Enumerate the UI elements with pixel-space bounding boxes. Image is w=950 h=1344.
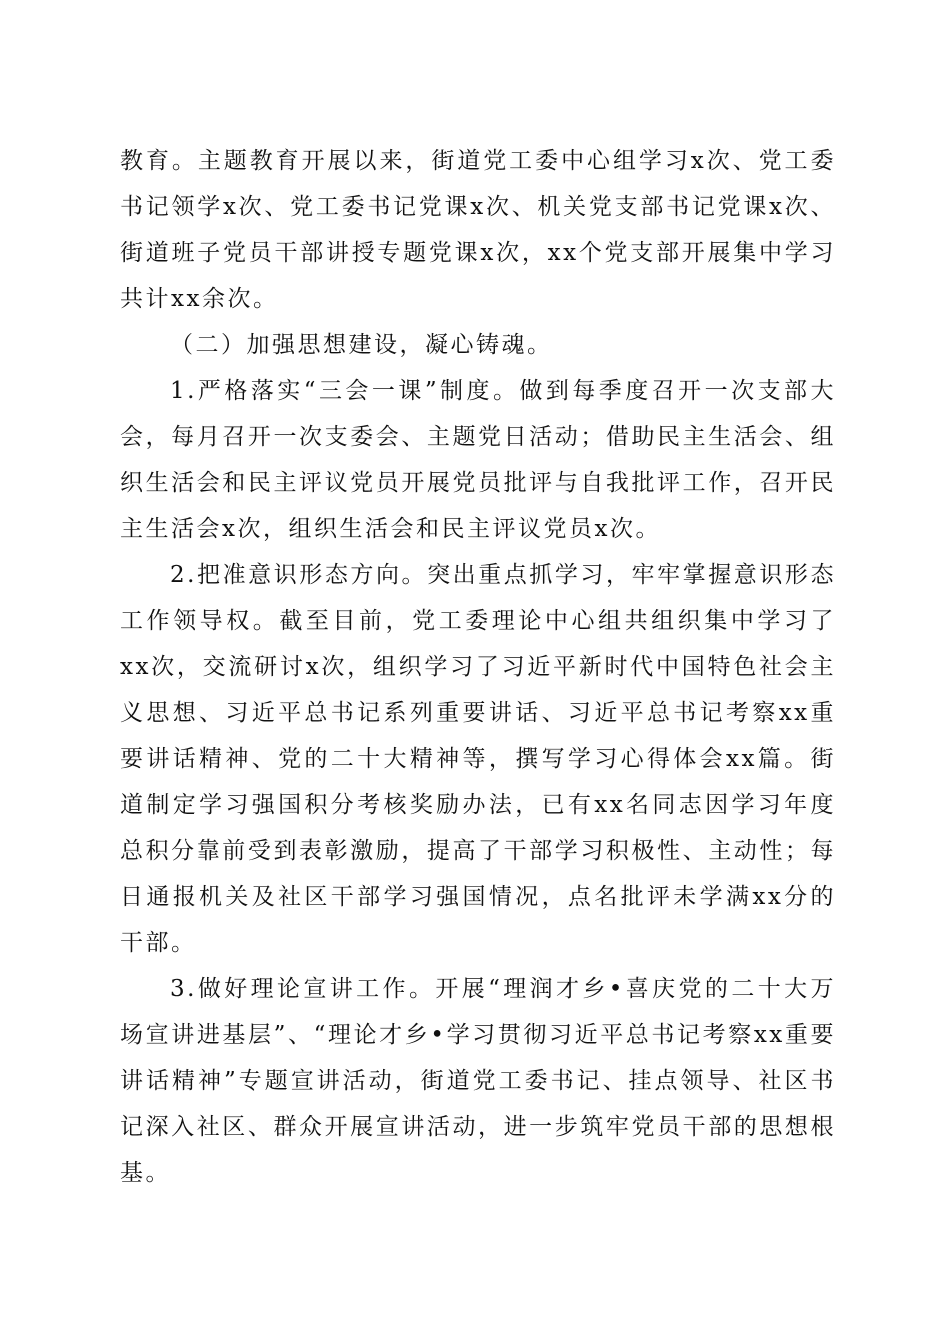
- paragraph-continuation: 教育。主题教育开展以来，街道党工委中心组学习x次、党工委书记领学x次、党工委书记党课x次、机关党支部书记党课x次、街道班子党员干部讲授专题党课x次，xx个党支部开展集中学习共计xx余次。: [120, 148, 836, 312]
- document-body: [120, 138, 836, 1196]
- paragraph-item-2: 2.把准意识形态方向。突出重点抓学习，牢牢掌握意识形态工作领导权。截至目前，党工委理论中心组共组织集中学习了xx次，交流研讨x次，组织学习了习近平新时代中国特色社会主义思想、习近平总书记系列重要讲话、习近平总书记考察xx重要讲话精神、党的二十大精神等，撰写学习心得体会xx篇。街道制定学习强国积分考核奖励办法，已有xx名同志因学习年度总积分靠前受到表彰激励，提高了干部学习积极性、主动性；每日通报机关及社区干部学习强国情况，点名批评未学满xx分的干部。: [120, 562, 836, 956]
- section-heading-2: （二）加强思想建设，凝心铸魂。: [170, 332, 553, 358]
- paragraph-item-3: 3.做好理论宣讲工作。开展“理润才乡•喜庆党的二十大万场宣讲进基层”、“理论才乡•学习贯彻习近平总书记考察xx重要讲话精神”专题宣讲活动，街道党工委书记、挂点领导、社区书记深入社区、群众开展宣讲活动，进一步筑牢党员干部的思想根基。: [120, 976, 836, 1186]
- paragraph-item-1: 1.严格落实“三会一课”制度。做到每季度召开一次支部大会，每月召开一次支委会、主题党日活动；借助民主生活会、组织生活会和民主评议党员开展党员批评与自我批评工作，召开民主生活会x次，组织生活会和民主评议党员x次。: [120, 378, 836, 542]
